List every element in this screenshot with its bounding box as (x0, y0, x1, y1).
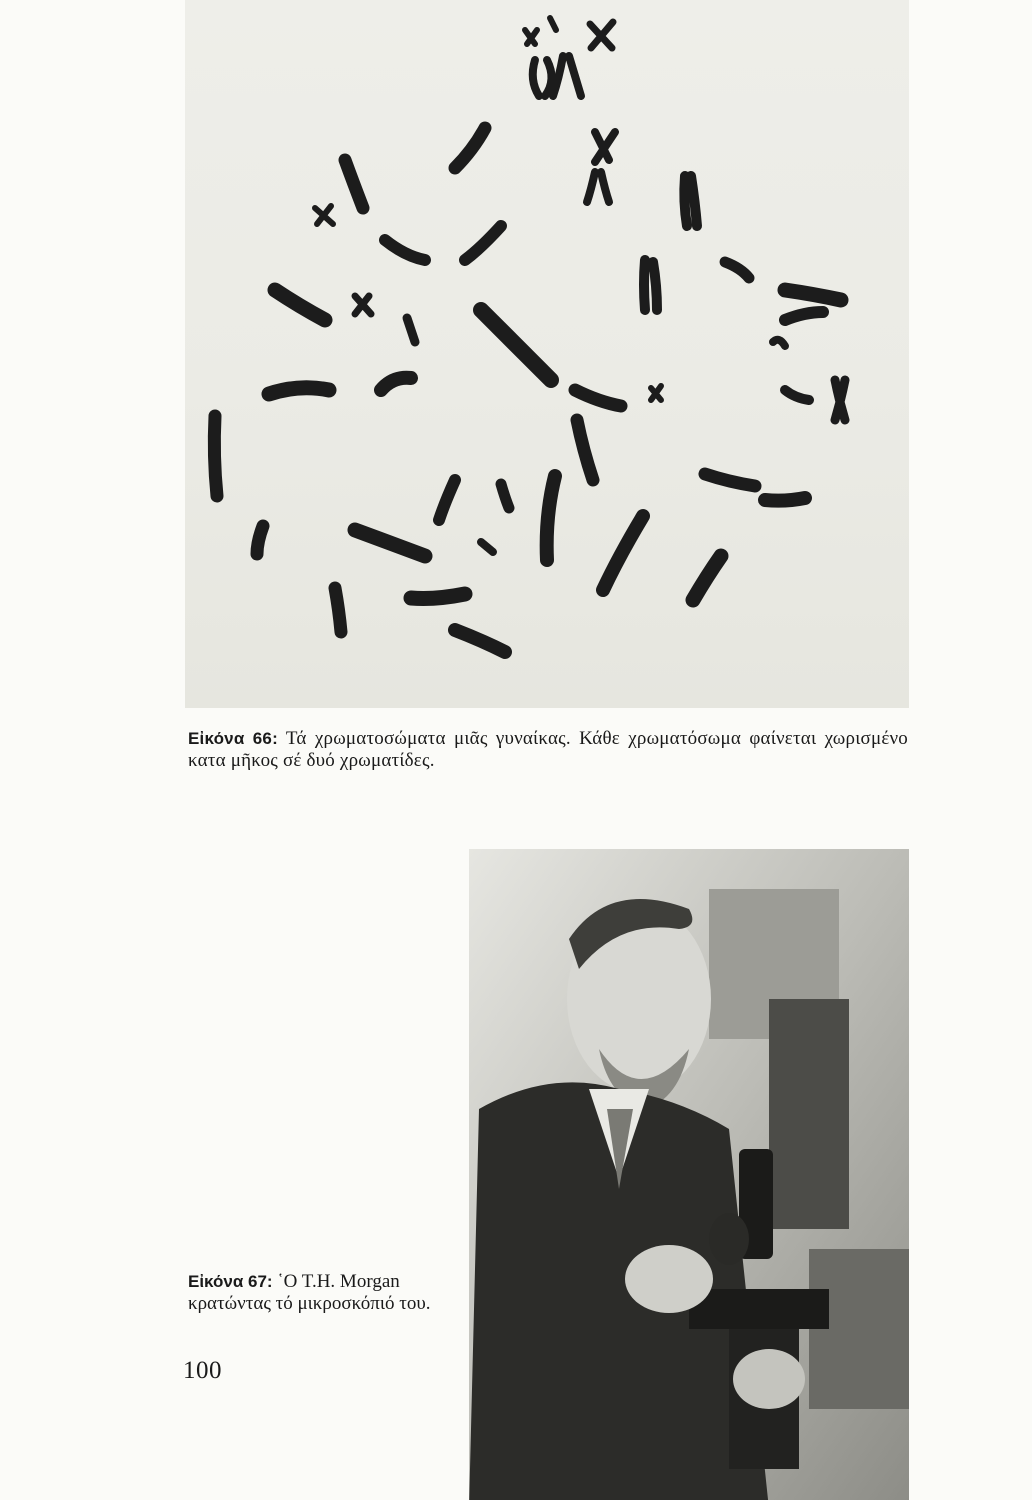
figure-66-caption-text: Τά χρωματοσώματα μιᾶς γυναίκας. Κάθε χρωματόσωμα φαίνεται χωρισμένο κατα μῆκος σέ δυό χρωματίδες. (188, 728, 909, 771)
figure-66-label: Εἰκόνα 66: (188, 729, 278, 748)
figure-67-caption-text: ῾Ο Τ.Η. Morgan κρατώντας τό μικροσκόπιό του. (188, 1271, 431, 1314)
figure-66-caption (188, 728, 908, 772)
page-number: 100 (183, 1357, 222, 1384)
chromosome-spread-illustration (185, 0, 909, 708)
morgan-portrait-illustration (469, 849, 909, 1500)
figure-67-caption (188, 1271, 460, 1315)
figure-67-label: Εἰκόνα 67: (188, 1272, 273, 1291)
morgan-photograph (469, 849, 909, 1500)
chromosome-micrograph (185, 0, 909, 708)
